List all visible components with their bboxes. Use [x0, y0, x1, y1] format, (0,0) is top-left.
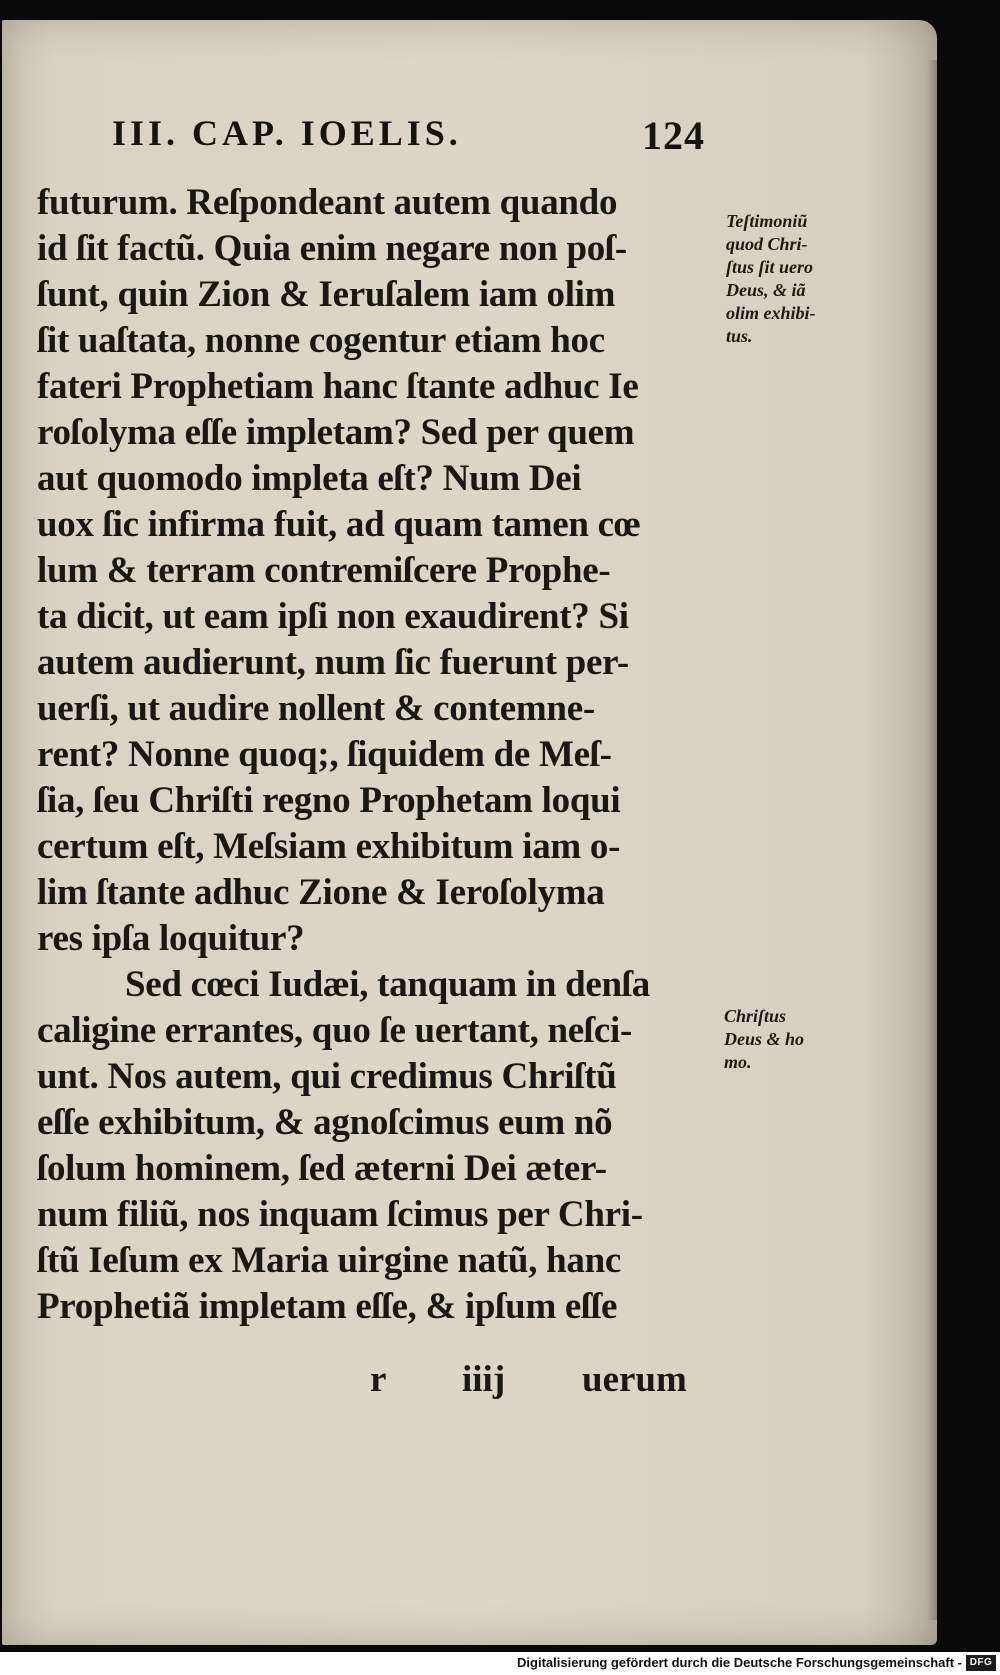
text-line: ſolum hominem, ſed æterni Dei æter-	[37, 1148, 607, 1189]
margin-note-line: Deus, & iã	[726, 280, 806, 300]
page-edge-shadow	[927, 60, 937, 1620]
text-line: id ſit factũ. Quia enim negare non poſ-	[37, 228, 627, 269]
margin-note-line: mo.	[724, 1052, 752, 1072]
text-line: ſit uaſtata, nonne cogentur etiam hoc	[37, 320, 605, 361]
text-line: lim ſtante adhuc Zione & Ieroſolyma	[37, 872, 605, 913]
text-line: futurum. Reſpondeant autem quando	[37, 182, 618, 223]
text-line: uox ſic infirma fuit, ad quam tamen cœ	[37, 504, 641, 545]
dfg-logo-icon: DFG	[966, 1655, 996, 1671]
text-line: ſtũ Ieſum ex Maria uirgine natũ, hanc	[37, 1240, 621, 1281]
text-line: aut quomodo impleta eſt? Num Dei	[37, 458, 582, 499]
folio-number: 124	[642, 113, 705, 158]
text-line: unt. Nos autem, qui credimus Chriſtũ	[37, 1056, 617, 1097]
text-line: res ipſa loquitur?	[37, 918, 305, 959]
text-line: fateri Prophetiam hanc ſtante adhuc Ie	[37, 366, 639, 407]
text-line: eſſe exhibitum, & agnoſcimus eum nõ	[37, 1102, 613, 1143]
text-line: rent? Nonne quoq;, ſiquidem de Meſ-	[37, 734, 612, 775]
funding-credit: Digitalisierung gefördert durch die Deutsche Forschungsgemeinschaft -	[517, 1655, 962, 1670]
catchword: uerum	[582, 1359, 687, 1400]
text-line: lum & terram contremiſcere Prophe-	[37, 550, 611, 591]
signature-number: iiij	[462, 1359, 506, 1400]
main-text-block	[37, 180, 717, 1330]
text-line: roſolyma eſſe impletam? Sed per quem	[37, 412, 635, 453]
page-header	[112, 112, 712, 162]
margin-note-line: Teſtimoniũ	[726, 211, 808, 231]
margin-note-line: Chriſtus	[724, 1006, 787, 1026]
text-line: uerſi, ut audire nollent & contemne-	[37, 688, 595, 729]
text-line: certum eſt, Meſsiam exhibitum iam o-	[37, 826, 621, 867]
margin-note-testimonium	[726, 210, 886, 348]
text-line: ſia, ſeu Chriſti regno Prophetam loqui	[37, 780, 621, 821]
running-title: III. CAP. IOELIS.	[112, 113, 462, 153]
margin-note-christus	[724, 1005, 884, 1074]
margin-note-line: ſtus ſit uero	[726, 257, 814, 277]
book-page	[2, 20, 937, 1645]
text-line: autem audierunt, num ſic fuerunt per-	[37, 642, 629, 683]
margin-note-line: Deus & ho	[724, 1029, 805, 1049]
text-line-paragraph-start: Sed cœci Iudæi, tanquam in denſa	[125, 964, 650, 1005]
text-line: ta dicit, ut eam ipſi non exaudirent? Si	[37, 596, 629, 637]
digitization-footer	[0, 1652, 1000, 1675]
text-line: ſunt, quin Zion & Ieruſalem iam olim	[37, 274, 616, 315]
text-line: Prophetiã impletam eſſe, & ipſum eſſe	[37, 1286, 618, 1327]
text-line: num filiũ, nos inquam ſcimus per Chri-	[37, 1194, 643, 1235]
margin-note-line: olim exhibi-	[726, 303, 816, 323]
text-line: caligine errantes, quo ſe uertant, neſci-	[37, 1010, 633, 1051]
margin-note-line: quod Chri-	[726, 234, 808, 254]
signature-mark: r	[370, 1359, 387, 1400]
margin-note-line: tus.	[726, 326, 753, 346]
